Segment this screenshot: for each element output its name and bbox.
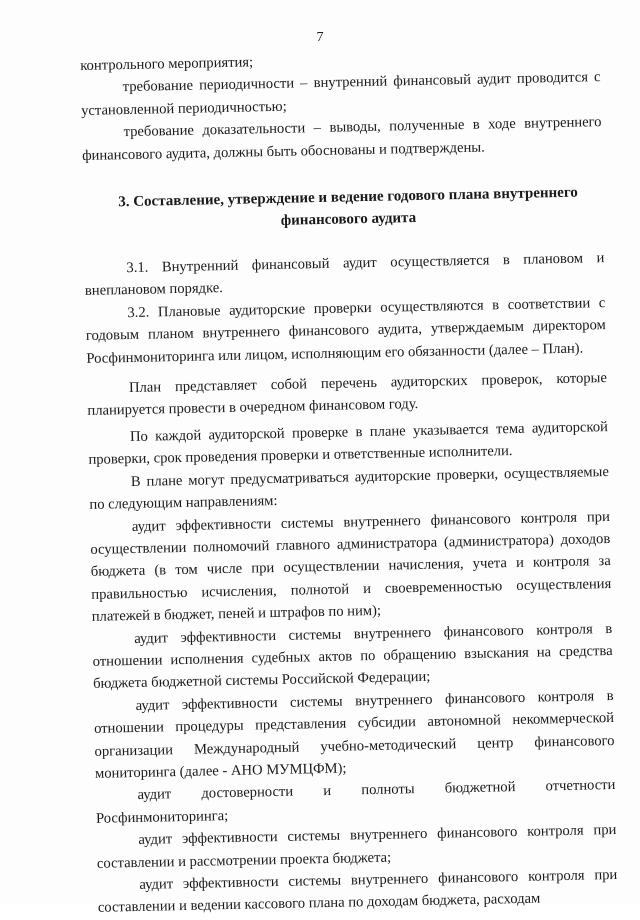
paragraph: В плане могут предусматриваться аудиторские проверки, осуществляемые по следующим направлениям: <box>89 463 610 513</box>
paragraph: 3.1. Внутренний финансовый аудит осуществляется в плановом и внеплановом порядке. <box>84 250 605 300</box>
page-number: 7 <box>316 30 324 45</box>
paragraph: По каждой аудиторской проверке в плане указывается тема аудиторской проверки, срок проведения проверки и ответственные исполнители. <box>88 418 609 469</box>
paragraph: требование доказательности – выводы, полученные в ходе внутреннего финансового аудита, должны быть обоснованы и подтверждены. <box>81 114 602 164</box>
paragraph: 3.2. Плановые аудиторские проверки осуществляются в соответствии с годовым планом внутреннего финансового аудита, утверждаемым директором Росфинмониторинга или лицом, исполняющим его обязанности (далее – План). <box>85 294 606 367</box>
list-item: аудит эффективности системы внутреннего финансового контроля в отношении процедуры представления субсидии автономной некоммерческой организации Международный учебно-методический центр финансового мониторинга (далее - АНО МУМЦФМ); <box>93 687 615 782</box>
section-heading: 3. Составление, утверждение и ведение годового плана внутреннего финансового аудита <box>118 184 578 229</box>
list-item: аудит эффективности системы внутреннего финансового контроля при составлении и рассмотрении проекта бюджета; <box>96 822 617 872</box>
document-body <box>80 44 618 920</box>
list-item: аудит достоверности и полноты бюджетной отчетности Росфинмониторинга; <box>95 777 616 827</box>
paragraph: План представляет собой перечень аудиторских проверок, которые планируется провести в очередном финансовом году. <box>87 370 608 420</box>
list-item: аудит эффективности системы внутреннего финансового контроля при составлении и ведении кассового плана по доходам бюджета, расходам <box>97 866 618 917</box>
list-item: аудит эффективности системы внутреннего финансового контроля при осуществлении полномочий главного администратора (администратора) доходов бюджета (в том числе при осуществлении начисления, учета и контроля за правильностью исчисления, полнотой и своевременностью осуществления платежей в бюджет, пеней и штрафов по ним); <box>90 508 612 625</box>
list-item: аудит эффективности системы внутреннего финансового контроля в отношении исполнения судебных актов по обращению взыскания на средства бюджета бюджетной системы Российской Федерации; <box>92 620 613 693</box>
paragraph: требование периодичности – внутренний финансовый аудит проводится с установленной периодичностью; <box>81 69 601 119</box>
paragraph: контрольного мероприятия; <box>80 54 254 74</box>
